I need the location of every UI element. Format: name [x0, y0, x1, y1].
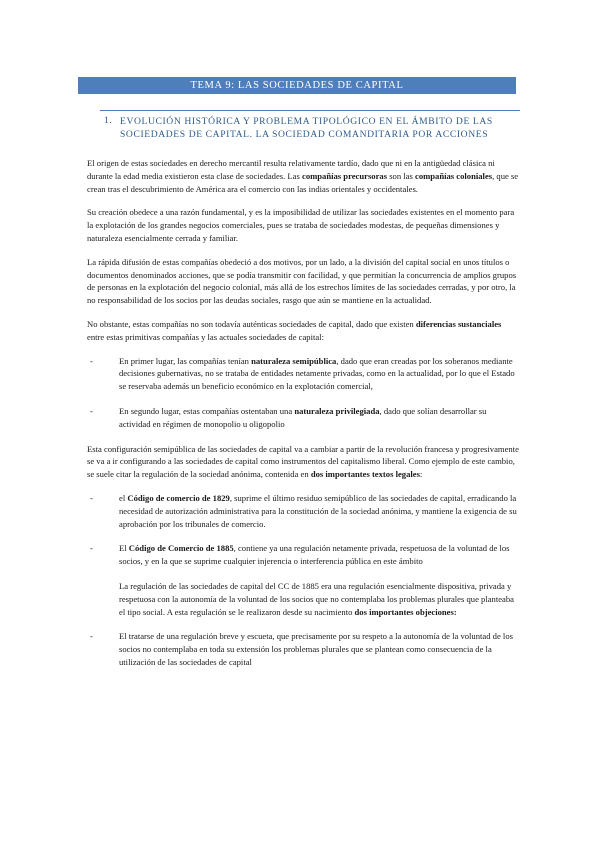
bold-term: compañías precursoras — [302, 170, 388, 181]
bullet-dash: - — [90, 492, 93, 503]
list-item-text: En segundo lugar, estas compañías ostentaban una — [119, 405, 295, 416]
bold-term: diferencias sustanciales — [415, 318, 502, 329]
document-body — [87, 157, 519, 681]
list-item — [87, 492, 519, 530]
list-item-text: , dado que solían desarrollar su actividad en régimen de monopolio u oligopolio — [119, 405, 487, 429]
bold-term: Código de comercio de 1829 — [127, 492, 230, 503]
paragraph-configuration — [87, 443, 519, 481]
list-item-text: , contiene ya una regulación netamente privada, respetuosa de la voluntad de los socios, y en la que se suprime cualquier injerencia o interferencia pública en este ámbito — [119, 543, 510, 567]
bullet-dash: - — [90, 355, 93, 366]
bullet-dash: - — [90, 543, 93, 554]
paragraph-text: entre estas primitivas compañías y las actuales sociedades de capital: — [87, 331, 324, 342]
indented-paragraph — [87, 580, 519, 618]
section-title: EVOLUCIÓN HISTÓRICA Y PROBLEMA TIPOLÓGICO EN EL ÁMBITO DE LAS SOCIEDADES DE CAPITAL. LA SOCIEDAD COMANDITARIA POR ACCIONES — [120, 116, 493, 140]
list-item-text: , dado que eran creadas por los soberanos mediante decisiones gubernativas, no se trataba de entidades netamente privadas, como en la actualidad, por lo que el Estado se reservaba además un beneficio económico en la explotación comercial, — [119, 355, 515, 392]
bold-term: naturaleza semipública — [251, 355, 337, 366]
document-title: TEMA 9: LAS SOCIEDADES DE CAPITAL — [78, 77, 516, 94]
section-number: 1. — [104, 115, 113, 126]
list-item-text: El tratarse de una regulación breve y escueta, que precisamente por su respeto a la autonomía de la voluntad de los socios no contemplaba en toda su extensión los problemas plurales que se plantean como consecuencia de la utilización de las sociedades de capital — [119, 631, 513, 667]
paragraph-text: : — [419, 469, 423, 480]
list-item-text: En primer lugar, las compañías tenían — [119, 355, 252, 366]
bold-term: naturaleza privilegiada — [294, 405, 380, 416]
bold-term: Código de Comercio de 1885 — [128, 543, 234, 554]
list-item-text: El — [119, 543, 129, 554]
list-item — [87, 630, 519, 668]
list-item-text: el — [119, 492, 128, 503]
paragraph-differences — [87, 318, 519, 344]
paragraph-text: La regulación de las sociedades de capital del CC de 1885 era una regulación esencialmente dispositiva, privada y respetuosa con la autonomía de la voluntad de los socios que no contemplaba los problemas plurales que planteaba el tipo social. A esta regulación se le realizaron desde su nacimiento — [119, 580, 514, 617]
paragraph-origin — [87, 157, 519, 195]
paragraph-text: son las — [387, 170, 415, 181]
section-heading — [100, 110, 520, 141]
list-item-text: , suprime el último residuo semipúblico de las sociedades de capital, erradicando la necesidad de autorización administrativa para la constitución de la sociedad anónima, y mantiene la exigencia de su aprobación por los tribunales de comercio. — [119, 492, 517, 529]
paragraph-text: Esta configuración semipública de las sociedades de capital va a cambiar a partir de la revolución francesa y progresivamente se va a ir configurando a las sociedades de capital como instrumentos del capitalismo liberal. Como ejemplo de este cambio, se suele citar la regulación de la sociedad anónima, contenida en — [87, 443, 519, 480]
paragraph-text: El origen de estas sociedades en derecho mercantil resulta relativamente tardío, dado que ni en la antigüedad clásica ni durante la edad media existieron esta clase de sociedades. Las — [87, 158, 495, 181]
bold-term: dos importantes textos legales — [310, 469, 420, 480]
list-item — [87, 542, 519, 568]
paragraph-diffusion: La rápida difusión de estas compañías obedeció a dos motivos, por un lado, a la división del capital social en unos títulos o documentos denominados acciones, que se podía transmitir con facilidad, y que permitían la concurrencia de amplios grupos de personas en la explotación del negocio colonial, más allá de los estrechos límites de las sociedades cerradas, y por otro, la no responsabilidad de los socios por las deudas sociales, rasgo que aún se mantiene en la actualidad. — [87, 256, 517, 306]
bullet-dash: - — [90, 631, 93, 642]
paragraph-text: No obstante, estas compañías no son todavía auténticas sociedades de capital, dado que existen — [87, 318, 416, 329]
paragraph-creation: Su creación obedece a una razón fundamental, y es la imposibilidad de utilizar las sociedades existentes en el momento para la explotación de los grandes negocios comerciales, pues se trataba de sociedades modestas, de pequeñas dimensiones y naturaleza esencialmente cerrada y familiar. — [87, 207, 515, 243]
bold-term: dos importantes objeciones: — [354, 606, 457, 617]
paragraph-text: , que se crean tras el descubrimiento de América ara el comercio con las indias orientales y occidentales. — [87, 170, 519, 194]
bullet-dash: - — [90, 405, 93, 416]
list-item — [87, 355, 519, 393]
bold-term: compañías coloniales — [415, 170, 493, 181]
list-item — [87, 405, 519, 431]
